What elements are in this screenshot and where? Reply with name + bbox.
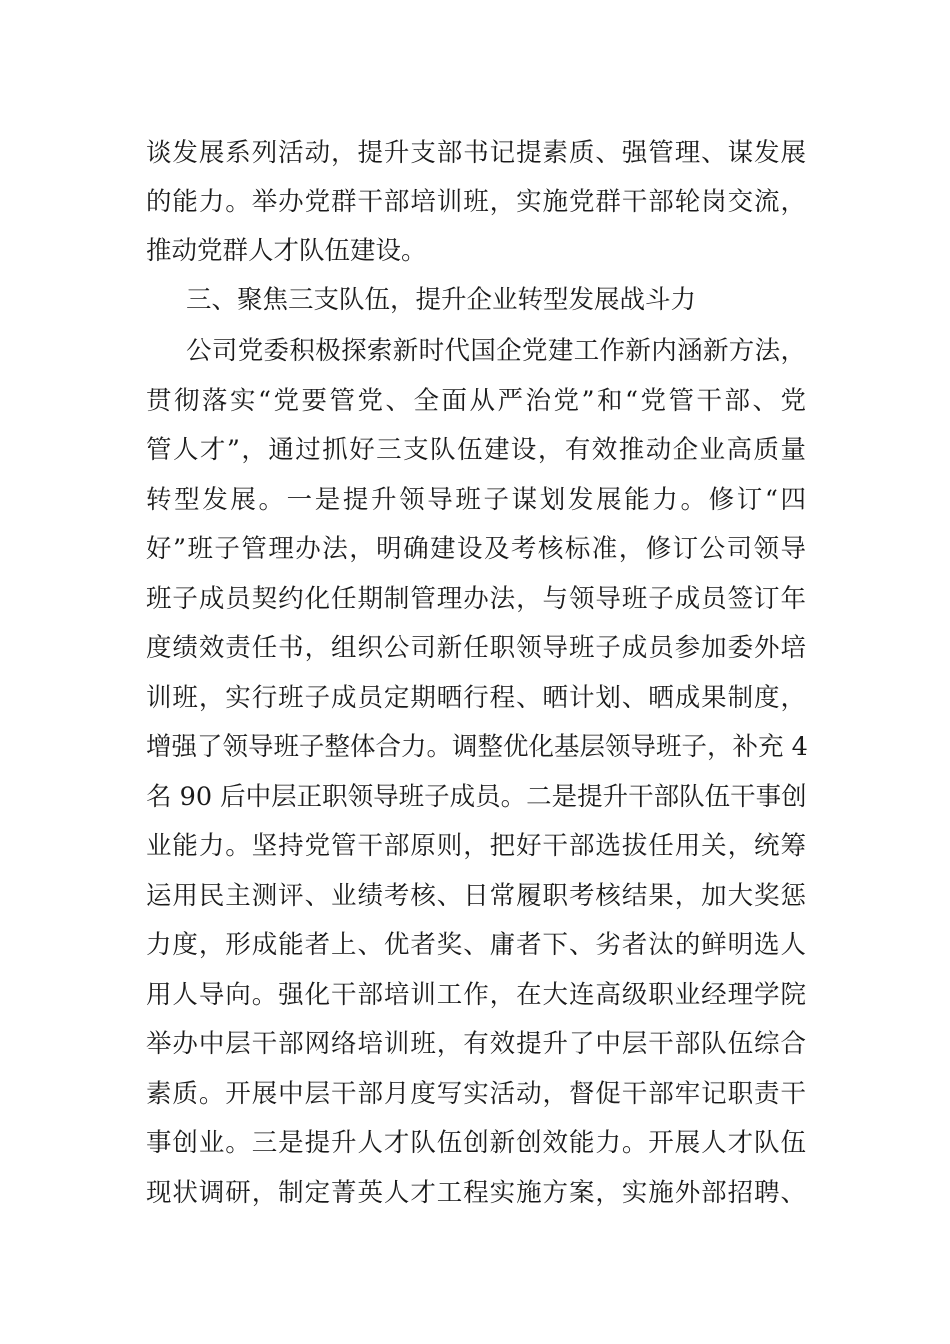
- paragraph-line: 转型发展。一是提升领导班子谋划发展能力。修订“四: [146, 485, 806, 515]
- paragraph-line: 度绩效责任书，组织公司新任职领导班子成员参加委外培: [146, 633, 806, 663]
- paragraph-line: 业能力。坚持党管干部原则，把好干部选拔任用关，统筹: [146, 831, 806, 861]
- paragraph-line: 现状调研，制定菁英人才工程实施方案，实施外部招聘、: [146, 1178, 806, 1208]
- paragraph-line: 事创业。三是提升人才队伍创新创效能力。开展人才队伍: [146, 1128, 806, 1158]
- paragraph-line: 训班，实行班子成员定期晒行程、晒计划、晒成果制度，: [146, 683, 806, 713]
- paragraph-line: 运用民主测评、业绩考核、日常履职考核结果，加大奖惩: [146, 881, 806, 911]
- paragraph-line: 贯彻落实“党要管党、全面从严治党”和“党管干部、党: [146, 386, 806, 416]
- paragraph-line: 素质。开展中层干部月度写实活动，督促干部牢记职责干: [146, 1079, 806, 1109]
- paragraph-line: 用人导向。强化干部培训工作，在大连高级职业经理学院: [146, 980, 806, 1010]
- paragraph-line: 管人才”，通过抓好三支队伍建设，有效推动企业高质量: [146, 435, 806, 465]
- paragraph-line: 增强了领导班子整体合力。调整优化基层领导班子，补充 4: [146, 732, 808, 762]
- paragraph-line: 好”班子管理办法，明确建设及考核标准，修订公司领导: [146, 534, 806, 564]
- section-heading: 三、聚焦三支队伍，提升企业转型发展战斗力: [186, 285, 697, 315]
- paragraph-line: 推动党群人才队伍建设。: [146, 236, 427, 266]
- paragraph-line: 公司党委积极探索新时代国企党建工作新内涵新方法，: [186, 336, 806, 366]
- paragraph-line: 班子成员契约化任期制管理办法，与领导班子成员签订年: [146, 584, 806, 614]
- paragraph-line: 的能力。举办党群干部培训班，实施党群干部轮岗交流，: [146, 187, 806, 217]
- paragraph-line: 举办中层干部网络培训班，有效提升了中层干部队伍综合: [146, 1029, 806, 1059]
- paragraph-line: 力度，形成能者上、优者奖、庸者下、劣者汰的鲜明选人: [146, 930, 806, 960]
- paragraph-line: 谈发展系列活动，提升支部书记提素质、强管理、谋发展: [146, 138, 806, 168]
- paragraph-line: 名 90 后中层正职领导班子成员。二是提升干部队伍干事创: [146, 782, 807, 812]
